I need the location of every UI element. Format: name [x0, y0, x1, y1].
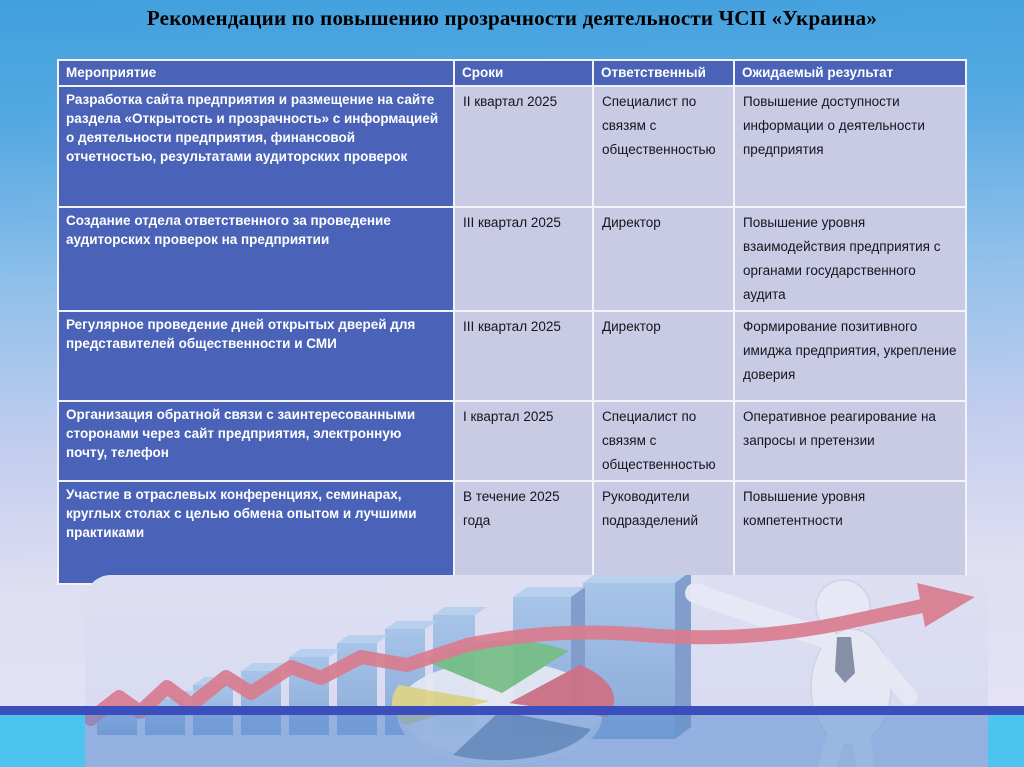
- deadline-cell: II квартал 2025: [454, 86, 593, 207]
- growth-illustration-svg: [85, 575, 988, 767]
- table-row: [58, 401, 966, 481]
- table-row: [58, 207, 966, 311]
- result-cell: Формирование позитивного имиджа предприятия, укрепление доверия: [734, 311, 966, 401]
- column-header-result: Ожидаемый результат: [734, 60, 966, 86]
- table-row: [58, 481, 966, 584]
- activity-cell: Регулярное проведение дней открытых дверей для представителей общественности и СМИ: [58, 311, 454, 401]
- column-header-responsible: Ответственный: [593, 60, 734, 86]
- responsible-cell: Директор: [593, 311, 734, 401]
- deadline-cell: В течение 2025 года: [454, 481, 593, 584]
- table-row: [58, 86, 966, 207]
- table-row: [58, 311, 966, 401]
- column-header-activity: Мероприятие: [58, 60, 454, 86]
- divider-line: [0, 706, 1024, 715]
- result-cell: Повышение доступности информации о деятельности предприятия: [734, 86, 966, 207]
- deadline-cell: III квартал 2025: [454, 311, 593, 401]
- responsible-cell: Руководители подразделений: [593, 481, 734, 584]
- activity-cell: Организация обратной связи с заинтересованными сторонами через сайт предприятия, электронную почту, телефон: [58, 401, 454, 481]
- responsible-cell: Специалист по связям с общественностью: [593, 401, 734, 481]
- responsible-cell: Специалист по связям с общественностью: [593, 86, 734, 207]
- result-cell: Повышение уровня взаимодействия предприятия с органами государственного аудита: [734, 207, 966, 311]
- activity-cell: Участие в отраслевых конференциях, семинарах, круглых столах с целью обмена опытом и лучшими практиками: [58, 481, 454, 584]
- table-header-row: [58, 60, 966, 86]
- result-cell: Оперативное реагирование на запросы и претензии: [734, 401, 966, 481]
- responsible-cell: Директор: [593, 207, 734, 311]
- deadline-cell: III квартал 2025: [454, 207, 593, 311]
- growth-illustration: [85, 575, 988, 767]
- recommendations-table: [57, 59, 967, 585]
- activity-cell: Создание отдела ответственного за проведение аудиторских проверок на предприятии: [58, 207, 454, 311]
- column-header-deadline: Сроки: [454, 60, 593, 86]
- slide-title: Рекомендации по повышению прозрачности деятельности ЧСП «Украина»: [146, 6, 878, 30]
- activity-cell: Разработка сайта предприятия и размещение на сайте раздела «Открытость и прозрачность» с информацией о деятельности предприятия, финансовой отчетностью, результатами аудиторских проверок: [58, 86, 454, 207]
- deadline-cell: I квартал 2025: [454, 401, 593, 481]
- result-cell: Повышение уровня компетентности: [734, 481, 966, 584]
